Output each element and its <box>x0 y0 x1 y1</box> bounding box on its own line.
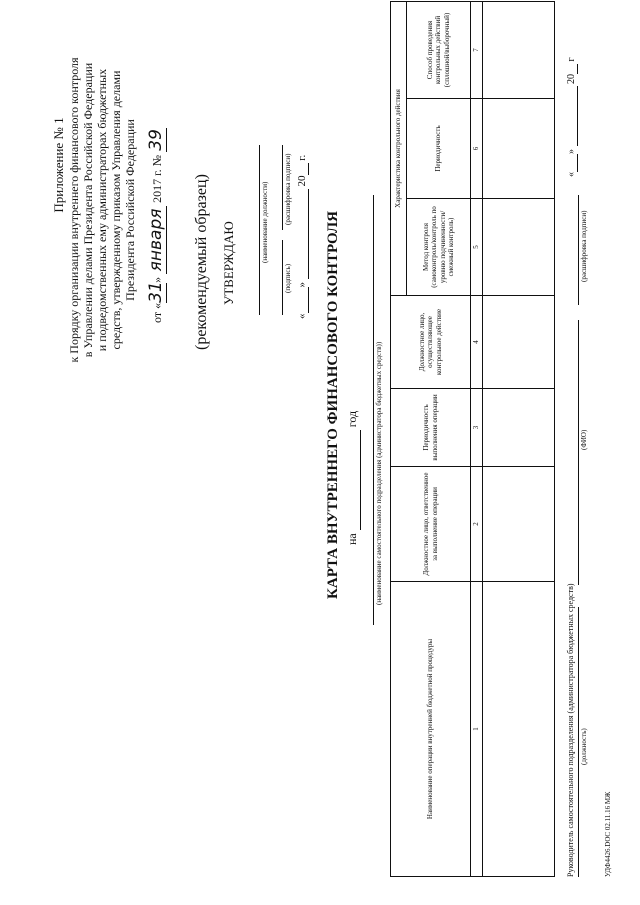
signature-line <box>281 240 283 315</box>
col-number-6: 6 <box>471 99 483 199</box>
sample-note: (рекомендуемый образец) <box>193 174 210 350</box>
table-cell <box>483 1 555 98</box>
head-fio-line <box>577 320 579 585</box>
col-header-control-method: Метод контроля (самоконтроль/контроль по уровню подчиненности/ смежный контроль) <box>407 199 471 296</box>
card-for-suffix: год <box>345 410 359 428</box>
approve-date-open: « <box>296 313 308 319</box>
decoding-line <box>281 145 283 230</box>
order-day: 31 <box>146 281 166 303</box>
order-number: 39 <box>146 129 166 151</box>
head-fio-caption: (ФИО) <box>580 429 588 450</box>
col-number-4: 4 <box>471 296 483 389</box>
appendix-line-1: к Порядку организации внутреннего финансового контроля <box>67 57 81 363</box>
approve-year: 20 <box>296 175 308 187</box>
position-line <box>258 145 260 315</box>
head-year-g: г <box>566 57 577 62</box>
order-mid: » <box>150 276 164 283</box>
order-line <box>146 128 167 323</box>
card-for-prefix: на <box>345 533 359 545</box>
unit-caption: (наименование самостоятельного подразделения (администратора бюджетных средств)) <box>375 341 383 605</box>
table-cell <box>483 296 555 389</box>
col-number-2: 2 <box>471 467 483 582</box>
head-decoding-caption: (расшифровка подписи) <box>580 210 588 282</box>
head-date-open: « <box>566 172 577 177</box>
head-position-line <box>577 607 579 877</box>
head-year: 20 <box>566 74 577 84</box>
appendix-line-2: в Управлении делами Президента Российской Федерации <box>81 62 95 358</box>
control-card-table <box>390 1 555 877</box>
col-header-control-way: Способ проведения контрольных действий (сплошной/выборочный) <box>407 1 471 98</box>
table-cell <box>483 389 555 467</box>
approve-date-close: » <box>296 282 308 288</box>
col-header-periodicity: Периодичность выполнения операции <box>391 389 471 467</box>
col-header-responsible: Должностное лицо, ответственное за выполнение операции <box>391 467 471 582</box>
approve-year-g: г. <box>296 154 308 161</box>
col-number-1: 1 <box>471 582 483 877</box>
doc-code: УДФ4426.DOC 02.11.16 МЖ <box>604 791 612 877</box>
table-row-empty <box>483 1 555 876</box>
card-title: КАРТА ВНУТРЕННЕГО ФИНАНСОВОГО КОНТРОЛЯ <box>325 211 341 600</box>
order-month: января <box>146 206 167 274</box>
appendix-line-4: средств, утвержденному приказом Управления делами <box>109 70 123 350</box>
head-position-caption: (должность) <box>580 728 588 765</box>
group-header-control-characteristics: Характеристика контрольного действия <box>391 1 407 295</box>
col-header-controller: Должностное лицо, осуществляющее контрольное действие <box>391 296 471 389</box>
table-cell <box>483 467 555 582</box>
card-for-line <box>345 411 361 545</box>
order-year-no: 2017 г. № <box>150 154 164 203</box>
appendix-title: Приложение № 1 <box>51 117 66 213</box>
table-cell <box>483 99 555 199</box>
appendix-line-5: Президента Российской Федерации <box>123 119 137 301</box>
col-number-7: 7 <box>471 1 483 98</box>
decoding-caption: (расшифровка подписи) <box>284 153 292 225</box>
position-caption: (наименование должности) <box>261 181 269 263</box>
col-header-operation: Наименование операции внутренней бюджетной процедуры <box>391 582 471 877</box>
column-numbers-row <box>471 1 483 876</box>
signature-caption: (подпись) <box>284 263 292 293</box>
unit-line <box>372 195 374 625</box>
head-label: Руководитель самостоятельного подразделения (администратора бюджетных средств) <box>566 583 575 877</box>
order-from: от « <box>150 302 164 323</box>
col-header-control-periodicity: Периодичность <box>407 99 471 199</box>
col-number-3: 3 <box>471 389 483 467</box>
head-date-close: » <box>566 149 577 154</box>
table-cell <box>483 199 555 296</box>
head-decoding-line <box>577 195 579 305</box>
head-date <box>566 57 578 177</box>
table-cell <box>483 582 555 877</box>
approve-title: УТВЕРЖДАЮ <box>221 221 236 305</box>
col-number-5: 5 <box>471 199 483 296</box>
approve-date <box>296 155 309 319</box>
appendix-line-3: и подведомственных ему администраторах бюджетных <box>95 68 109 352</box>
